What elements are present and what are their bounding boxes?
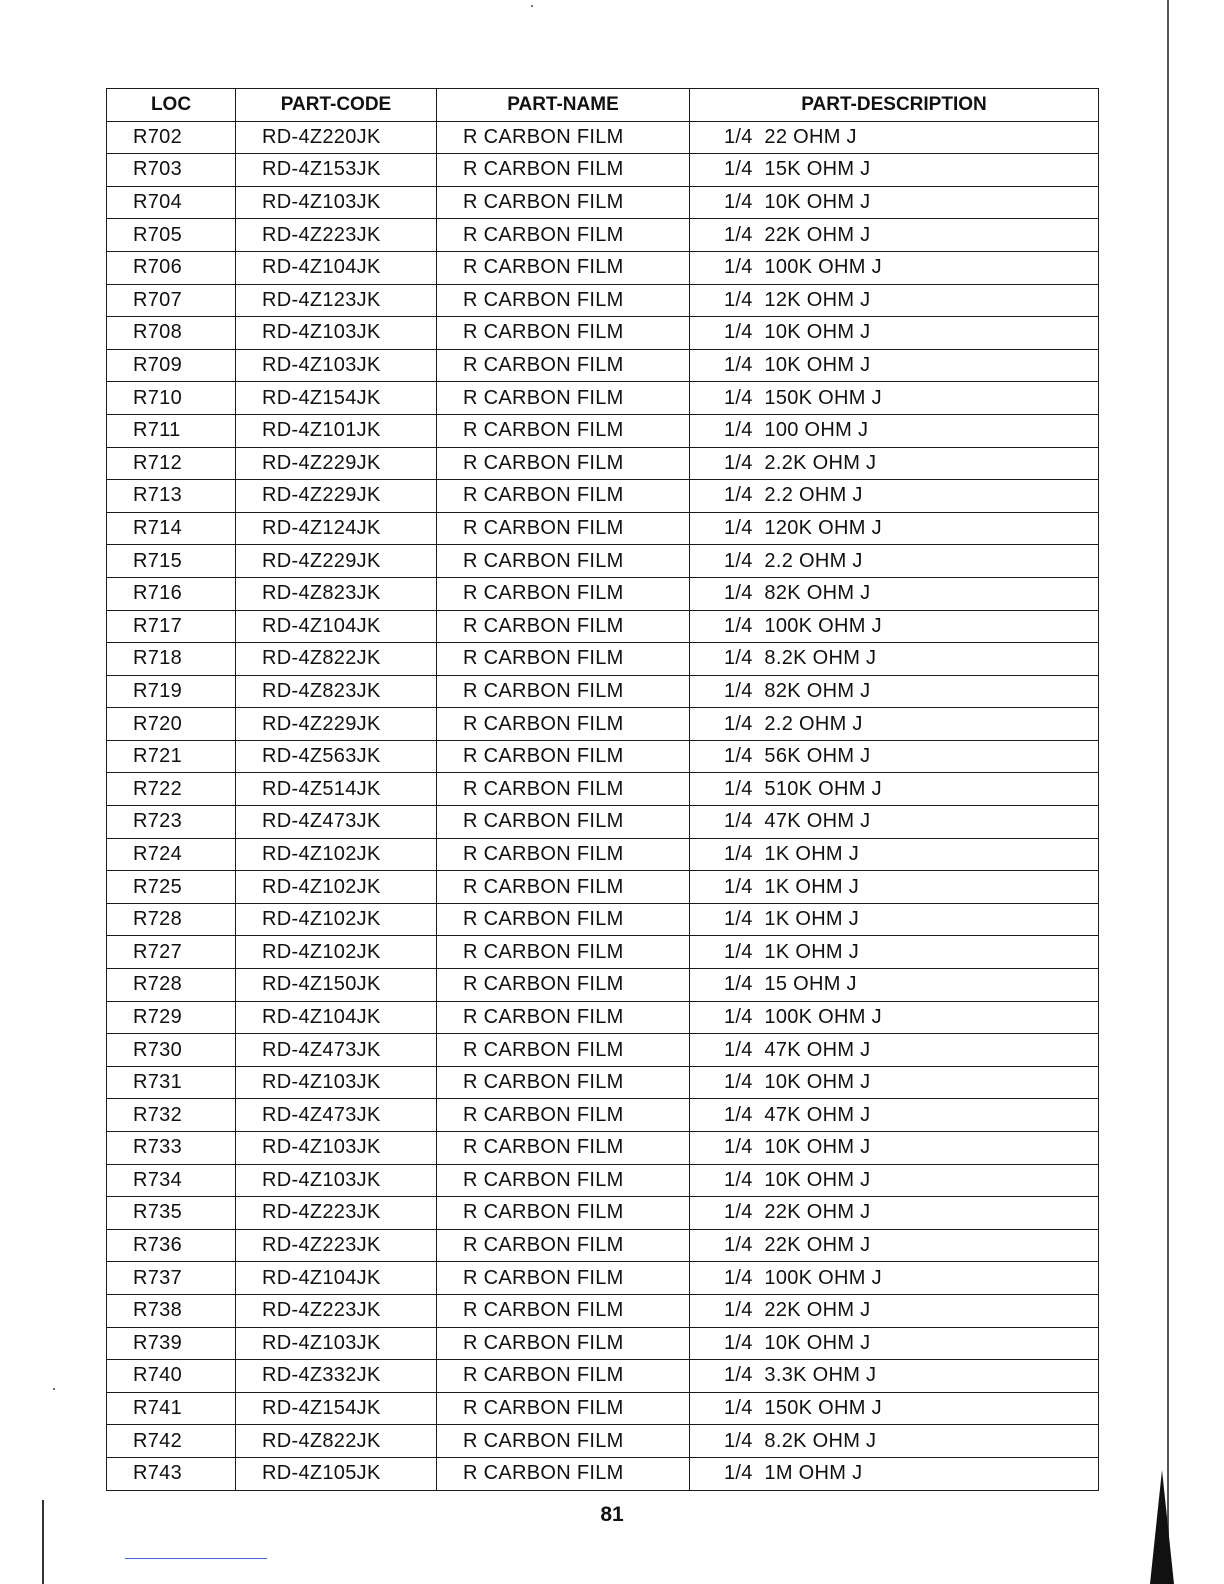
part-code-cell: RD-4Z229JK bbox=[236, 447, 437, 480]
part-name-cell: R CARBON FILM bbox=[437, 1132, 690, 1165]
header-part-name: PART-NAME bbox=[437, 89, 690, 122]
loc-cell: R735 bbox=[107, 1197, 236, 1230]
part-description-cell: 1/4 120K OHM J bbox=[690, 512, 1099, 545]
part-description-cell: 1/4 100K OHM J bbox=[690, 1001, 1099, 1034]
table-row bbox=[107, 284, 1099, 317]
loc-cell: R733 bbox=[107, 1132, 236, 1165]
part-description-cell: 1/4 100K OHM J bbox=[690, 1262, 1099, 1295]
part-code-cell: RD-4Z103JK bbox=[236, 349, 437, 382]
table-row bbox=[107, 1164, 1099, 1197]
loc-cell: R727 bbox=[107, 936, 236, 969]
loc-cell: R734 bbox=[107, 1164, 236, 1197]
part-code-cell: RD-4Z223JK bbox=[236, 1197, 437, 1230]
part-description-cell: 1/4 12K OHM J bbox=[690, 284, 1099, 317]
part-description-cell: 1/4 2.2K OHM J bbox=[690, 447, 1099, 480]
part-code-cell: RD-4Z220JK bbox=[236, 121, 437, 154]
part-name-cell: R CARBON FILM bbox=[437, 1392, 690, 1425]
part-code-cell: RD-4Z104JK bbox=[236, 1262, 437, 1295]
parts-table-body bbox=[107, 121, 1099, 1490]
loc-cell: R711 bbox=[107, 414, 236, 447]
part-code-cell: RD-4Z103JK bbox=[236, 1066, 437, 1099]
table-row bbox=[107, 1262, 1099, 1295]
part-description-cell: 1/4 1K OHM J bbox=[690, 871, 1099, 904]
table-row bbox=[107, 838, 1099, 871]
table-row bbox=[107, 1327, 1099, 1360]
table-row bbox=[107, 675, 1099, 708]
part-code-cell: RD-4Z332JK bbox=[236, 1360, 437, 1393]
loc-cell: R716 bbox=[107, 577, 236, 610]
table-row bbox=[107, 186, 1099, 219]
table-row bbox=[107, 414, 1099, 447]
loc-cell: R721 bbox=[107, 740, 236, 773]
part-code-cell: RD-4Z154JK bbox=[236, 1392, 437, 1425]
part-description-cell: 1/4 82K OHM J bbox=[690, 675, 1099, 708]
part-code-cell: RD-4Z102JK bbox=[236, 936, 437, 969]
part-code-cell: RD-4Z154JK bbox=[236, 382, 437, 415]
loc-cell: R717 bbox=[107, 610, 236, 643]
part-description-cell: 1/4 8.2K OHM J bbox=[690, 643, 1099, 676]
part-description-cell: 1/4 10K OHM J bbox=[690, 1066, 1099, 1099]
table-row bbox=[107, 349, 1099, 382]
part-code-cell: RD-4Z102JK bbox=[236, 838, 437, 871]
loc-cell: R737 bbox=[107, 1262, 236, 1295]
table-row bbox=[107, 806, 1099, 839]
part-description-cell: 1/4 22 OHM J bbox=[690, 121, 1099, 154]
part-description-cell: 1/4 10K OHM J bbox=[690, 1164, 1099, 1197]
part-description-cell: 1/4 56K OHM J bbox=[690, 740, 1099, 773]
part-code-cell: RD-4Z101JK bbox=[236, 414, 437, 447]
table-row bbox=[107, 219, 1099, 252]
part-name-cell: R CARBON FILM bbox=[437, 545, 690, 578]
part-description-cell: 1/4 150K OHM J bbox=[690, 1392, 1099, 1425]
table-row bbox=[107, 154, 1099, 187]
part-description-cell: 1/4 100 OHM J bbox=[690, 414, 1099, 447]
table-row bbox=[107, 251, 1099, 284]
table-row bbox=[107, 512, 1099, 545]
part-description-cell: 1/4 47K OHM J bbox=[690, 1034, 1099, 1067]
table-row bbox=[107, 969, 1099, 1002]
loc-cell: R712 bbox=[107, 447, 236, 480]
table-row bbox=[107, 643, 1099, 676]
table-row bbox=[107, 708, 1099, 741]
table-row bbox=[107, 1229, 1099, 1262]
loc-cell: R710 bbox=[107, 382, 236, 415]
header-part-code: PART-CODE bbox=[236, 89, 437, 122]
part-name-cell: R CARBON FILM bbox=[437, 1294, 690, 1327]
part-code-cell: RD-4Z124JK bbox=[236, 512, 437, 545]
part-name-cell: R CARBON FILM bbox=[437, 740, 690, 773]
part-name-cell: R CARBON FILM bbox=[437, 1066, 690, 1099]
loc-cell: R706 bbox=[107, 251, 236, 284]
table-row bbox=[107, 447, 1099, 480]
loc-cell: R729 bbox=[107, 1001, 236, 1034]
part-name-cell: R CARBON FILM bbox=[437, 577, 690, 610]
table-row bbox=[107, 1360, 1099, 1393]
loc-cell: R718 bbox=[107, 643, 236, 676]
loc-cell: R730 bbox=[107, 1034, 236, 1067]
part-description-cell: 1/4 15K OHM J bbox=[690, 154, 1099, 187]
header-part-description: PART-DESCRIPTION bbox=[690, 89, 1099, 122]
part-name-cell: R CARBON FILM bbox=[437, 969, 690, 1002]
part-description-cell: 1/4 1K OHM J bbox=[690, 903, 1099, 936]
table-row bbox=[107, 1392, 1099, 1425]
part-code-cell: RD-4Z104JK bbox=[236, 251, 437, 284]
loc-cell: R742 bbox=[107, 1425, 236, 1458]
part-name-cell: R CARBON FILM bbox=[437, 1099, 690, 1132]
loc-cell: R722 bbox=[107, 773, 236, 806]
scan-speck bbox=[531, 5, 533, 7]
part-code-cell: RD-4Z150JK bbox=[236, 969, 437, 1002]
parts-table bbox=[106, 88, 1099, 1491]
part-code-cell: RD-4Z104JK bbox=[236, 1001, 437, 1034]
table-row bbox=[107, 545, 1099, 578]
part-description-cell: 1/4 10K OHM J bbox=[690, 317, 1099, 350]
page-number: 81 bbox=[600, 1503, 624, 1526]
part-code-cell: RD-4Z229JK bbox=[236, 708, 437, 741]
part-description-cell: 1/4 22K OHM J bbox=[690, 219, 1099, 252]
table-row bbox=[107, 577, 1099, 610]
table-row bbox=[107, 1425, 1099, 1458]
part-name-cell: R CARBON FILM bbox=[437, 349, 690, 382]
loc-cell: R724 bbox=[107, 838, 236, 871]
loc-cell: R707 bbox=[107, 284, 236, 317]
table-row bbox=[107, 773, 1099, 806]
part-code-cell: RD-4Z473JK bbox=[236, 806, 437, 839]
part-description-cell: 1/4 15 OHM J bbox=[690, 969, 1099, 1002]
part-code-cell: RD-4Z229JK bbox=[236, 545, 437, 578]
part-name-cell: R CARBON FILM bbox=[437, 610, 690, 643]
part-description-cell: 1/4 10K OHM J bbox=[690, 186, 1099, 219]
part-name-cell: R CARBON FILM bbox=[437, 219, 690, 252]
part-name-cell: R CARBON FILM bbox=[437, 382, 690, 415]
part-name-cell: R CARBON FILM bbox=[437, 512, 690, 545]
part-description-cell: 1/4 82K OHM J bbox=[690, 577, 1099, 610]
part-description-cell: 1/4 10K OHM J bbox=[690, 1132, 1099, 1165]
part-description-cell: 1/4 47K OHM J bbox=[690, 1099, 1099, 1132]
part-description-cell: 1/4 10K OHM J bbox=[690, 1327, 1099, 1360]
part-code-cell: RD-4Z105JK bbox=[236, 1457, 437, 1490]
part-name-cell: R CARBON FILM bbox=[437, 1197, 690, 1230]
table-row bbox=[107, 480, 1099, 513]
part-description-cell: 1/4 3.3K OHM J bbox=[690, 1360, 1099, 1393]
loc-cell: R705 bbox=[107, 219, 236, 252]
table-row bbox=[107, 1132, 1099, 1165]
part-code-cell: RD-4Z563JK bbox=[236, 740, 437, 773]
part-code-cell: RD-4Z104JK bbox=[236, 610, 437, 643]
part-code-cell: RD-4Z822JK bbox=[236, 1425, 437, 1458]
part-name-cell: R CARBON FILM bbox=[437, 871, 690, 904]
part-name-cell: R CARBON FILM bbox=[437, 675, 690, 708]
table-row bbox=[107, 1457, 1099, 1490]
loc-cell: R743 bbox=[107, 1457, 236, 1490]
part-description-cell: 1/4 1K OHM J bbox=[690, 838, 1099, 871]
loc-cell: R715 bbox=[107, 545, 236, 578]
part-code-cell: RD-4Z103JK bbox=[236, 186, 437, 219]
part-code-cell: RD-4Z823JK bbox=[236, 577, 437, 610]
part-name-cell: R CARBON FILM bbox=[437, 251, 690, 284]
part-description-cell: 1/4 100K OHM J bbox=[690, 610, 1099, 643]
table-row bbox=[107, 1197, 1099, 1230]
footer-underline bbox=[125, 1558, 267, 1559]
loc-cell: R702 bbox=[107, 121, 236, 154]
part-code-cell: RD-4Z223JK bbox=[236, 1229, 437, 1262]
header-loc: LOC bbox=[107, 89, 236, 122]
part-description-cell: 1/4 2.2 OHM J bbox=[690, 480, 1099, 513]
loc-cell: R703 bbox=[107, 154, 236, 187]
part-name-cell: R CARBON FILM bbox=[437, 838, 690, 871]
part-name-cell: R CARBON FILM bbox=[437, 154, 690, 187]
part-description-cell: 1/4 8.2K OHM J bbox=[690, 1425, 1099, 1458]
part-name-cell: R CARBON FILM bbox=[437, 1425, 690, 1458]
part-description-cell: 1/4 22K OHM J bbox=[690, 1197, 1099, 1230]
loc-cell: R740 bbox=[107, 1360, 236, 1393]
part-code-cell: RD-4Z823JK bbox=[236, 675, 437, 708]
table-row bbox=[107, 903, 1099, 936]
loc-cell: R725 bbox=[107, 871, 236, 904]
loc-cell: R704 bbox=[107, 186, 236, 219]
loc-cell: R714 bbox=[107, 512, 236, 545]
part-code-cell: RD-4Z473JK bbox=[236, 1099, 437, 1132]
part-name-cell: R CARBON FILM bbox=[437, 1034, 690, 1067]
part-description-cell: 1/4 47K OHM J bbox=[690, 806, 1099, 839]
part-description-cell: 1/4 100K OHM J bbox=[690, 251, 1099, 284]
part-name-cell: R CARBON FILM bbox=[437, 414, 690, 447]
part-name-cell: R CARBON FILM bbox=[437, 1262, 690, 1295]
part-name-cell: R CARBON FILM bbox=[437, 936, 690, 969]
table-row bbox=[107, 1294, 1099, 1327]
table-row bbox=[107, 317, 1099, 350]
part-code-cell: RD-4Z473JK bbox=[236, 1034, 437, 1067]
part-name-cell: R CARBON FILM bbox=[437, 1457, 690, 1490]
part-name-cell: R CARBON FILM bbox=[437, 1164, 690, 1197]
loc-cell: R728 bbox=[107, 903, 236, 936]
table-row bbox=[107, 1001, 1099, 1034]
part-name-cell: R CARBON FILM bbox=[437, 1229, 690, 1262]
part-code-cell: RD-4Z153JK bbox=[236, 154, 437, 187]
part-code-cell: RD-4Z123JK bbox=[236, 284, 437, 317]
loc-cell: R728 bbox=[107, 969, 236, 1002]
binding-shadow bbox=[1150, 1470, 1174, 1584]
part-code-cell: RD-4Z103JK bbox=[236, 317, 437, 350]
part-name-cell: R CARBON FILM bbox=[437, 1001, 690, 1034]
part-description-cell: 1/4 1M OHM J bbox=[690, 1457, 1099, 1490]
table-row bbox=[107, 382, 1099, 415]
part-description-cell: 1/4 2.2 OHM J bbox=[690, 545, 1099, 578]
loc-cell: R713 bbox=[107, 480, 236, 513]
table-header-row bbox=[107, 89, 1099, 122]
loc-cell: R723 bbox=[107, 806, 236, 839]
loc-cell: R720 bbox=[107, 708, 236, 741]
part-name-cell: R CARBON FILM bbox=[437, 121, 690, 154]
part-name-cell: R CARBON FILM bbox=[437, 773, 690, 806]
loc-cell: R731 bbox=[107, 1066, 236, 1099]
loc-cell: R708 bbox=[107, 317, 236, 350]
part-name-cell: R CARBON FILM bbox=[437, 1327, 690, 1360]
part-description-cell: 1/4 1K OHM J bbox=[690, 936, 1099, 969]
part-code-cell: RD-4Z102JK bbox=[236, 903, 437, 936]
part-name-cell: R CARBON FILM bbox=[437, 447, 690, 480]
part-description-cell: 1/4 150K OHM J bbox=[690, 382, 1099, 415]
part-name-cell: R CARBON FILM bbox=[437, 643, 690, 676]
table-row bbox=[107, 1066, 1099, 1099]
part-name-cell: R CARBON FILM bbox=[437, 708, 690, 741]
part-code-cell: RD-4Z822JK bbox=[236, 643, 437, 676]
loc-cell: R736 bbox=[107, 1229, 236, 1262]
part-name-cell: R CARBON FILM bbox=[437, 317, 690, 350]
part-name-cell: R CARBON FILM bbox=[437, 284, 690, 317]
part-code-cell: RD-4Z102JK bbox=[236, 871, 437, 904]
part-description-cell: 1/4 22K OHM J bbox=[690, 1229, 1099, 1262]
table-row bbox=[107, 740, 1099, 773]
part-description-cell: 1/4 22K OHM J bbox=[690, 1294, 1099, 1327]
table-row bbox=[107, 871, 1099, 904]
part-name-cell: R CARBON FILM bbox=[437, 806, 690, 839]
scan-speck bbox=[53, 1388, 55, 1390]
part-code-cell: RD-4Z223JK bbox=[236, 1294, 437, 1327]
part-code-cell: RD-4Z103JK bbox=[236, 1327, 437, 1360]
loc-cell: R709 bbox=[107, 349, 236, 382]
part-name-cell: R CARBON FILM bbox=[437, 480, 690, 513]
part-code-cell: RD-4Z103JK bbox=[236, 1132, 437, 1165]
loc-cell: R732 bbox=[107, 1099, 236, 1132]
table-row bbox=[107, 936, 1099, 969]
table-row bbox=[107, 610, 1099, 643]
part-description-cell: 1/4 510K OHM J bbox=[690, 773, 1099, 806]
part-code-cell: RD-4Z223JK bbox=[236, 219, 437, 252]
loc-cell: R739 bbox=[107, 1327, 236, 1360]
part-description-cell: 1/4 2.2 OHM J bbox=[690, 708, 1099, 741]
table-row bbox=[107, 1034, 1099, 1067]
table-row bbox=[107, 121, 1099, 154]
loc-cell: R719 bbox=[107, 675, 236, 708]
part-description-cell: 1/4 10K OHM J bbox=[690, 349, 1099, 382]
loc-cell: R738 bbox=[107, 1294, 236, 1327]
page-edge-rule bbox=[1167, 0, 1169, 1584]
part-code-cell: RD-4Z514JK bbox=[236, 773, 437, 806]
part-name-cell: R CARBON FILM bbox=[437, 186, 690, 219]
table-row bbox=[107, 1099, 1099, 1132]
part-name-cell: R CARBON FILM bbox=[437, 903, 690, 936]
part-name-cell: R CARBON FILM bbox=[437, 1360, 690, 1393]
loc-cell: R741 bbox=[107, 1392, 236, 1425]
part-code-cell: RD-4Z103JK bbox=[236, 1164, 437, 1197]
part-code-cell: RD-4Z229JK bbox=[236, 480, 437, 513]
